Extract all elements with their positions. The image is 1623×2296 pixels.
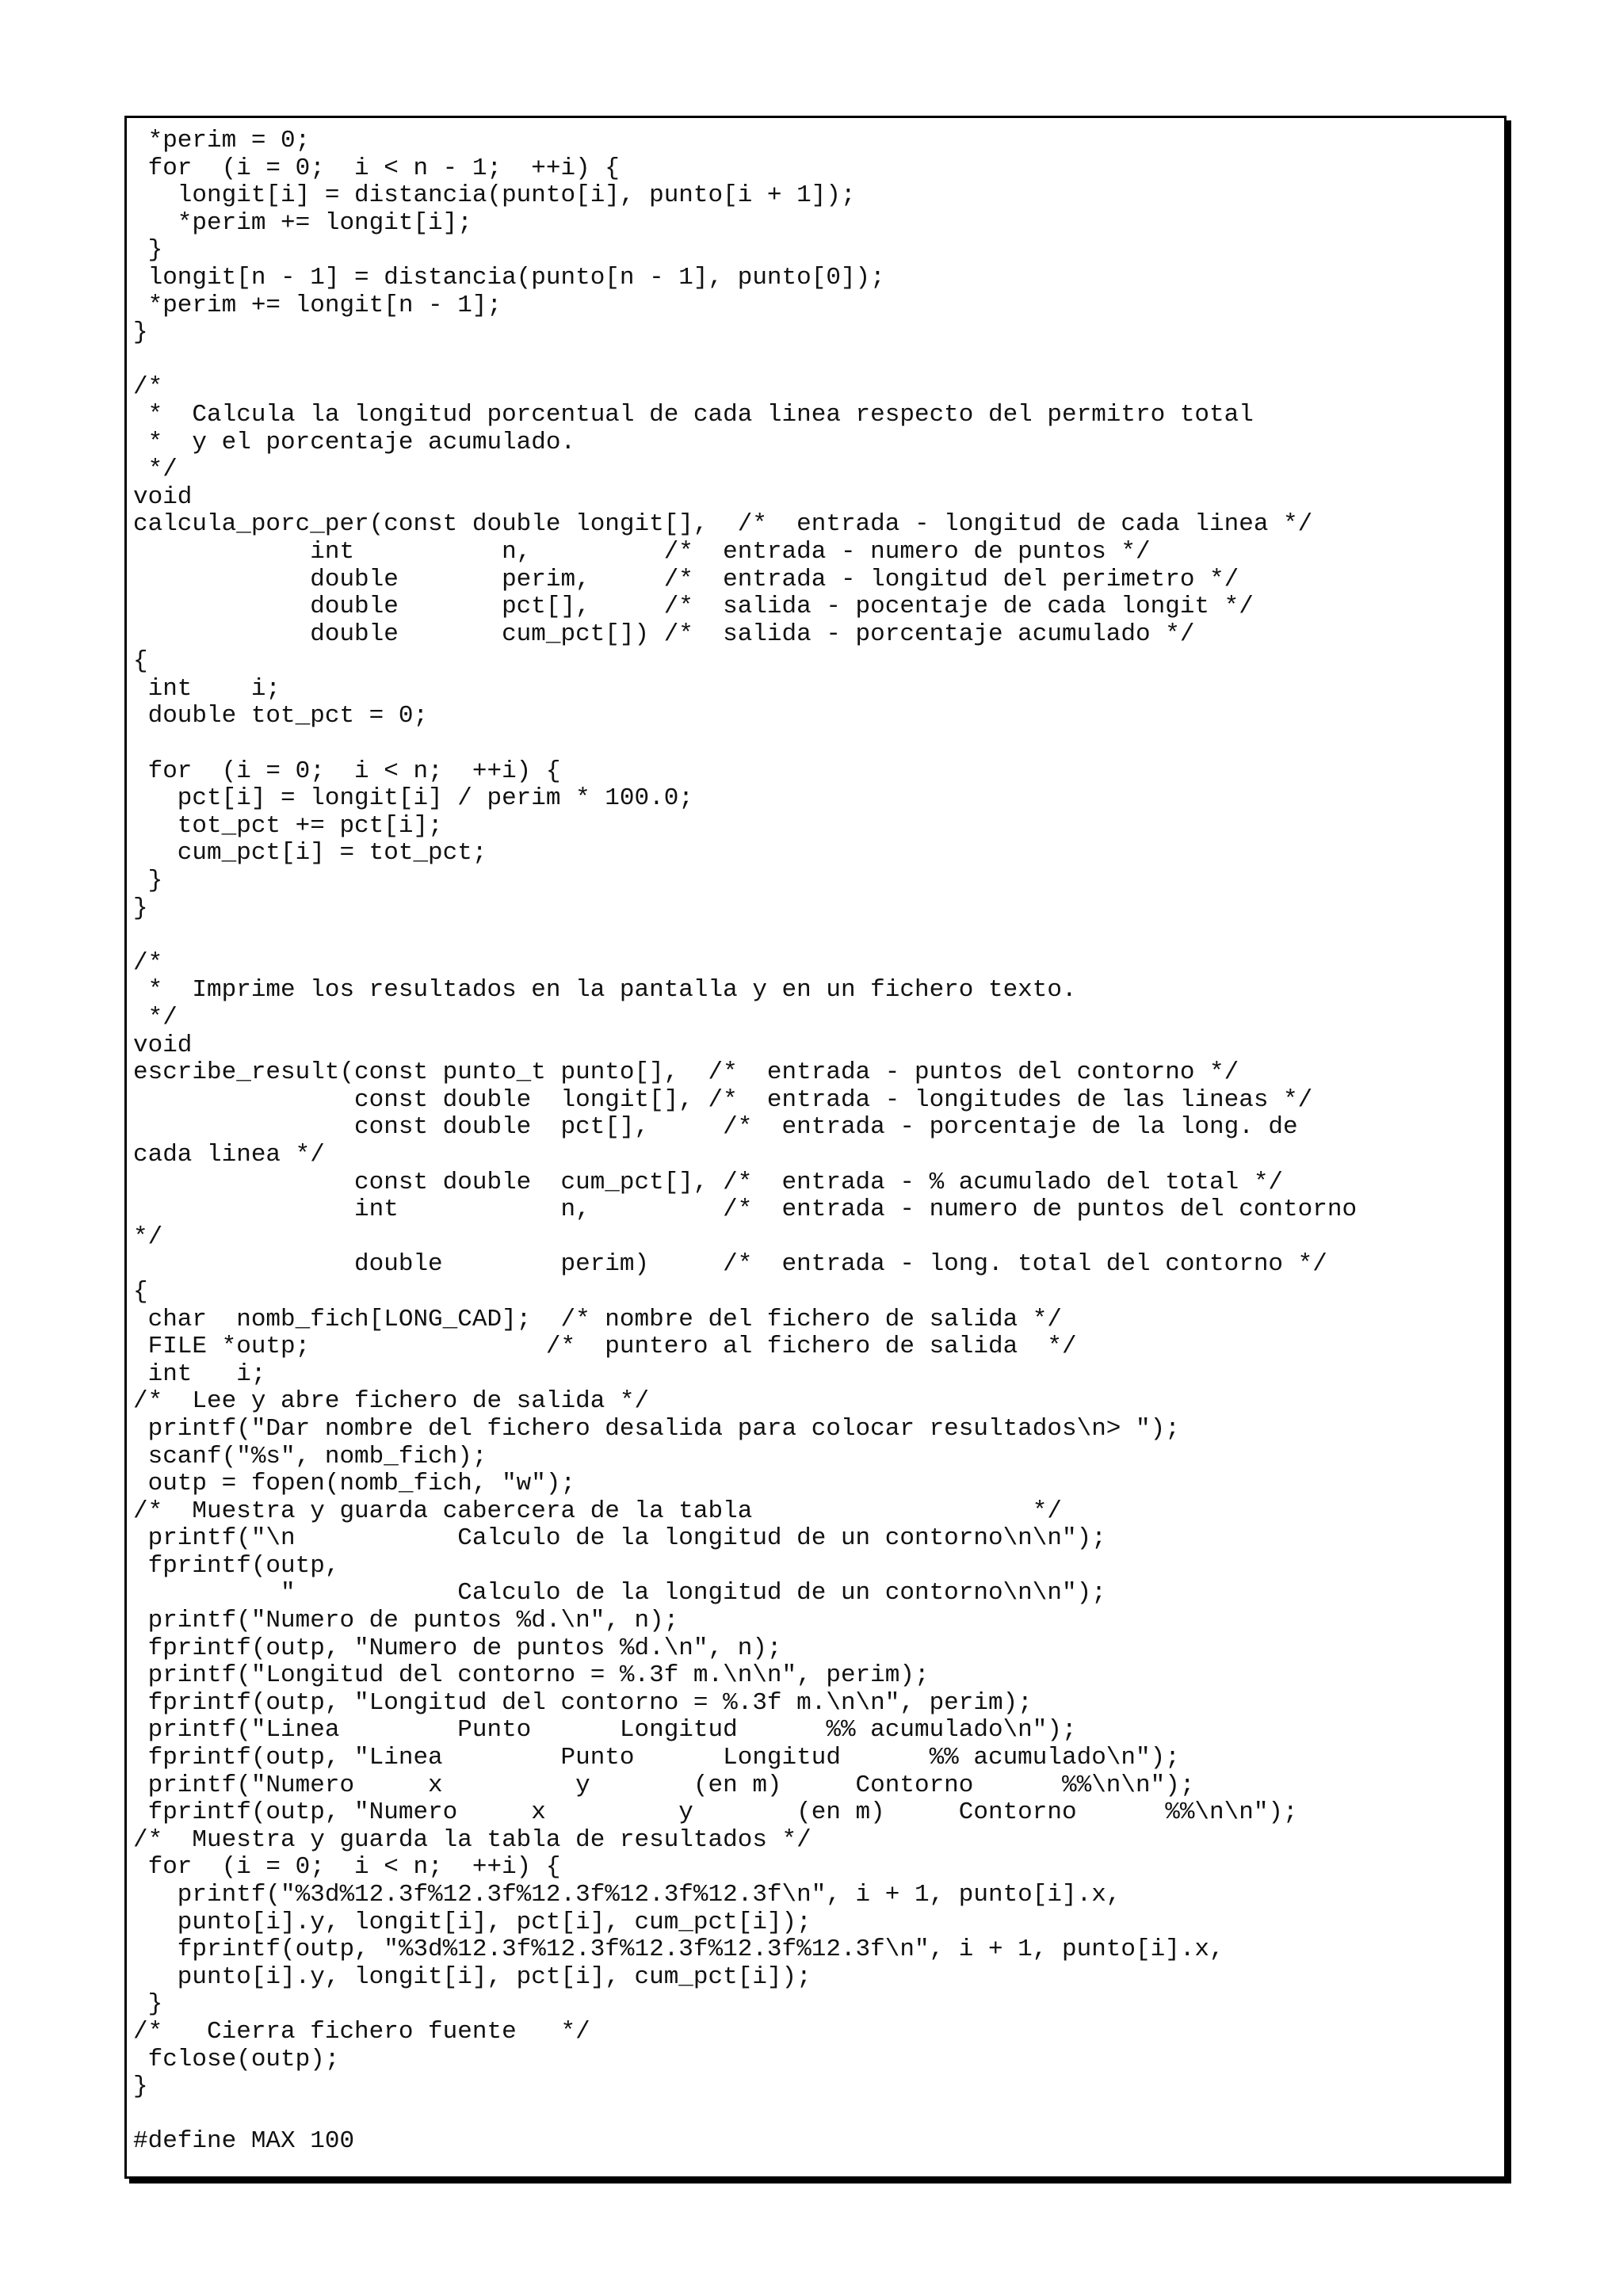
code-line: double tot_pct = 0;: [133, 702, 429, 730]
code-line: *perim += longit[n - 1];: [133, 291, 502, 319]
code-line: double pct[], /* salida - pocentaje de cada longit */: [133, 593, 1254, 621]
code-line: double perim, /* entrada - longitud del perimetro */: [133, 565, 1239, 593]
code-line: outp = fopen(nomb_fich, "w");: [133, 1470, 576, 1498]
code-line: longit[i] = distancia(punto[i], punto[i + 1]);: [133, 181, 856, 210]
code-line: int i;: [133, 1360, 266, 1388]
code-line: /* Lee y abre fichero de salida */: [133, 1387, 650, 1416]
code-line: void: [133, 482, 193, 511]
code-line: fprintf(outp, "Numero de puntos %d.\n", n);: [133, 1634, 782, 1662]
code-line: /* Muestra y guarda la tabla de resultados */: [133, 1825, 812, 1854]
code-line: printf("Numero x y (en m) Contorno %%\n\n");: [133, 1771, 1195, 1799]
code-line: }: [133, 318, 148, 347]
code-line: [133, 347, 1357, 375]
code-line: calcula_porc_per(const double longit[], /* entrada - longitud de cada linea */: [133, 510, 1313, 539]
code-line: punto[i].y, longit[i], pct[i], cum_pct[i]);: [133, 1962, 812, 1991]
code-line: const double cum_pct[], /* entrada - % acumulado del total */: [133, 1168, 1284, 1196]
code-line: " Calculo de la longitud de un contorno\n\n");: [133, 1579, 1106, 1608]
code-line: */: [133, 1004, 178, 1032]
code-line: double cum_pct[]) /* salida - porcentaje acumulado */: [133, 620, 1195, 648]
code-line: int i;: [133, 674, 281, 703]
code-line: tot_pct += pct[i];: [133, 811, 443, 840]
code-line: /* Cierra fichero fuente */: [133, 2017, 590, 2046]
code-line: for (i = 0; i < n; ++i) {: [133, 757, 561, 785]
code-line: /* Muestra y guarda cabercera de la tabla */: [133, 1497, 1062, 1525]
code-line: printf("\n Calculo de la longitud de un contorno\n\n");: [133, 1524, 1106, 1553]
code-line: fprintf(outp,: [133, 1551, 340, 1580]
code-line: pct[i] = longit[i] / perim * 100.0;: [133, 784, 693, 813]
code-line: }: [133, 2073, 148, 2101]
code-line: {: [133, 1277, 148, 1306]
code-line: punto[i].y, longit[i], pct[i], cum_pct[i]);: [133, 1908, 812, 1936]
code-line: scanf("%s", nomb_fich);: [133, 1442, 487, 1470]
code-line: {: [133, 647, 148, 676]
code-line: int n, /* entrada - numero de puntos del contorno: [133, 1196, 1358, 1224]
code-line: const double pct[], /* entrada - porcentaje de la long. de: [133, 1113, 1298, 1142]
code-listing-frame: [124, 116, 1507, 2179]
code-line: fprintf(outp, "%3d%12.3f%12.3f%12.3f%12.3f%12.3f\n", i + 1, punto[i].x,: [133, 1936, 1224, 1964]
code-line: * y el porcentaje acumulado.: [133, 428, 576, 456]
code-line: for (i = 0; i < n; ++i) {: [133, 1853, 561, 1882]
code-line: [133, 730, 1357, 758]
code-line: [133, 922, 1357, 950]
code-line: fprintf(outp, "Linea Punto Longitud %% acumulado\n");: [133, 1744, 1180, 1772]
code-line: [133, 2101, 1357, 2129]
code-line: *perim += longit[i];: [133, 208, 472, 237]
code-line: double perim) /* entrada - long. total del contorno */: [133, 1250, 1327, 1279]
code-line: */: [133, 1222, 163, 1251]
code-line: const double longit[], /* entrada - longitudes de las lineas */: [133, 1085, 1313, 1114]
code-line: }: [133, 1990, 163, 2019]
code-line: fprintf(outp, "Numero x y (en m) Contorno %%\n\n");: [133, 1798, 1298, 1827]
code-line: */: [133, 456, 178, 484]
code-line: /*: [133, 948, 163, 977]
code-line: printf("Longitud del contorno = %.3f m.\n\n", perim);: [133, 1661, 930, 1690]
code-line: #define MAX 100: [133, 2127, 355, 2156]
code-line: longit[n - 1] = distancia(punto[n - 1], punto[0]);: [133, 263, 885, 292]
code-line: printf("Linea Punto Longitud %% acumulado\n");: [133, 1716, 1077, 1745]
code-line: cada linea */: [133, 1140, 325, 1169]
code-line: char nomb_fich[LONG_CAD]; /* nombre del fichero de salida */: [133, 1305, 1062, 1333]
code-line: printf("Dar nombre del fichero desalida para colocar resultados\n> ");: [133, 1414, 1180, 1443]
code-line: /*: [133, 373, 163, 402]
code-line: *perim = 0;: [133, 127, 311, 154]
code-line: fclose(outp);: [133, 2045, 340, 2073]
code-line: FILE *outp; /* puntero al fichero de salida */: [133, 1333, 1077, 1361]
code-line: printf("%3d%12.3f%12.3f%12.3f%12.3f%12.3f\n", i + 1, punto[i].x,: [133, 1881, 1121, 1909]
code-line: cum_pct[i] = tot_pct;: [133, 839, 487, 868]
code-line: }: [133, 867, 163, 895]
code-line: }: [133, 236, 163, 265]
code-line: int n, /* entrada - numero de puntos */: [133, 537, 1151, 566]
code-line: printf("Numero de puntos %d.\n", n);: [133, 1607, 679, 1635]
code-line: void: [133, 1031, 193, 1059]
code-listing: [133, 128, 1357, 2156]
code-line: * Calcula la longitud porcentual de cada linea respecto del permitro total: [133, 400, 1254, 429]
code-line: * Imprime los resultados en la pantalla y en un fichero texto.: [133, 976, 1077, 1005]
code-line: escribe_result(const punto_t punto[], /* entrada - puntos del contorno */: [133, 1058, 1239, 1087]
code-line: fprintf(outp, "Longitud del contorno = %.3f m.\n\n", perim);: [133, 1688, 1033, 1717]
code-line: for (i = 0; i < n - 1; ++i) {: [133, 154, 620, 182]
code-line: }: [133, 894, 148, 922]
